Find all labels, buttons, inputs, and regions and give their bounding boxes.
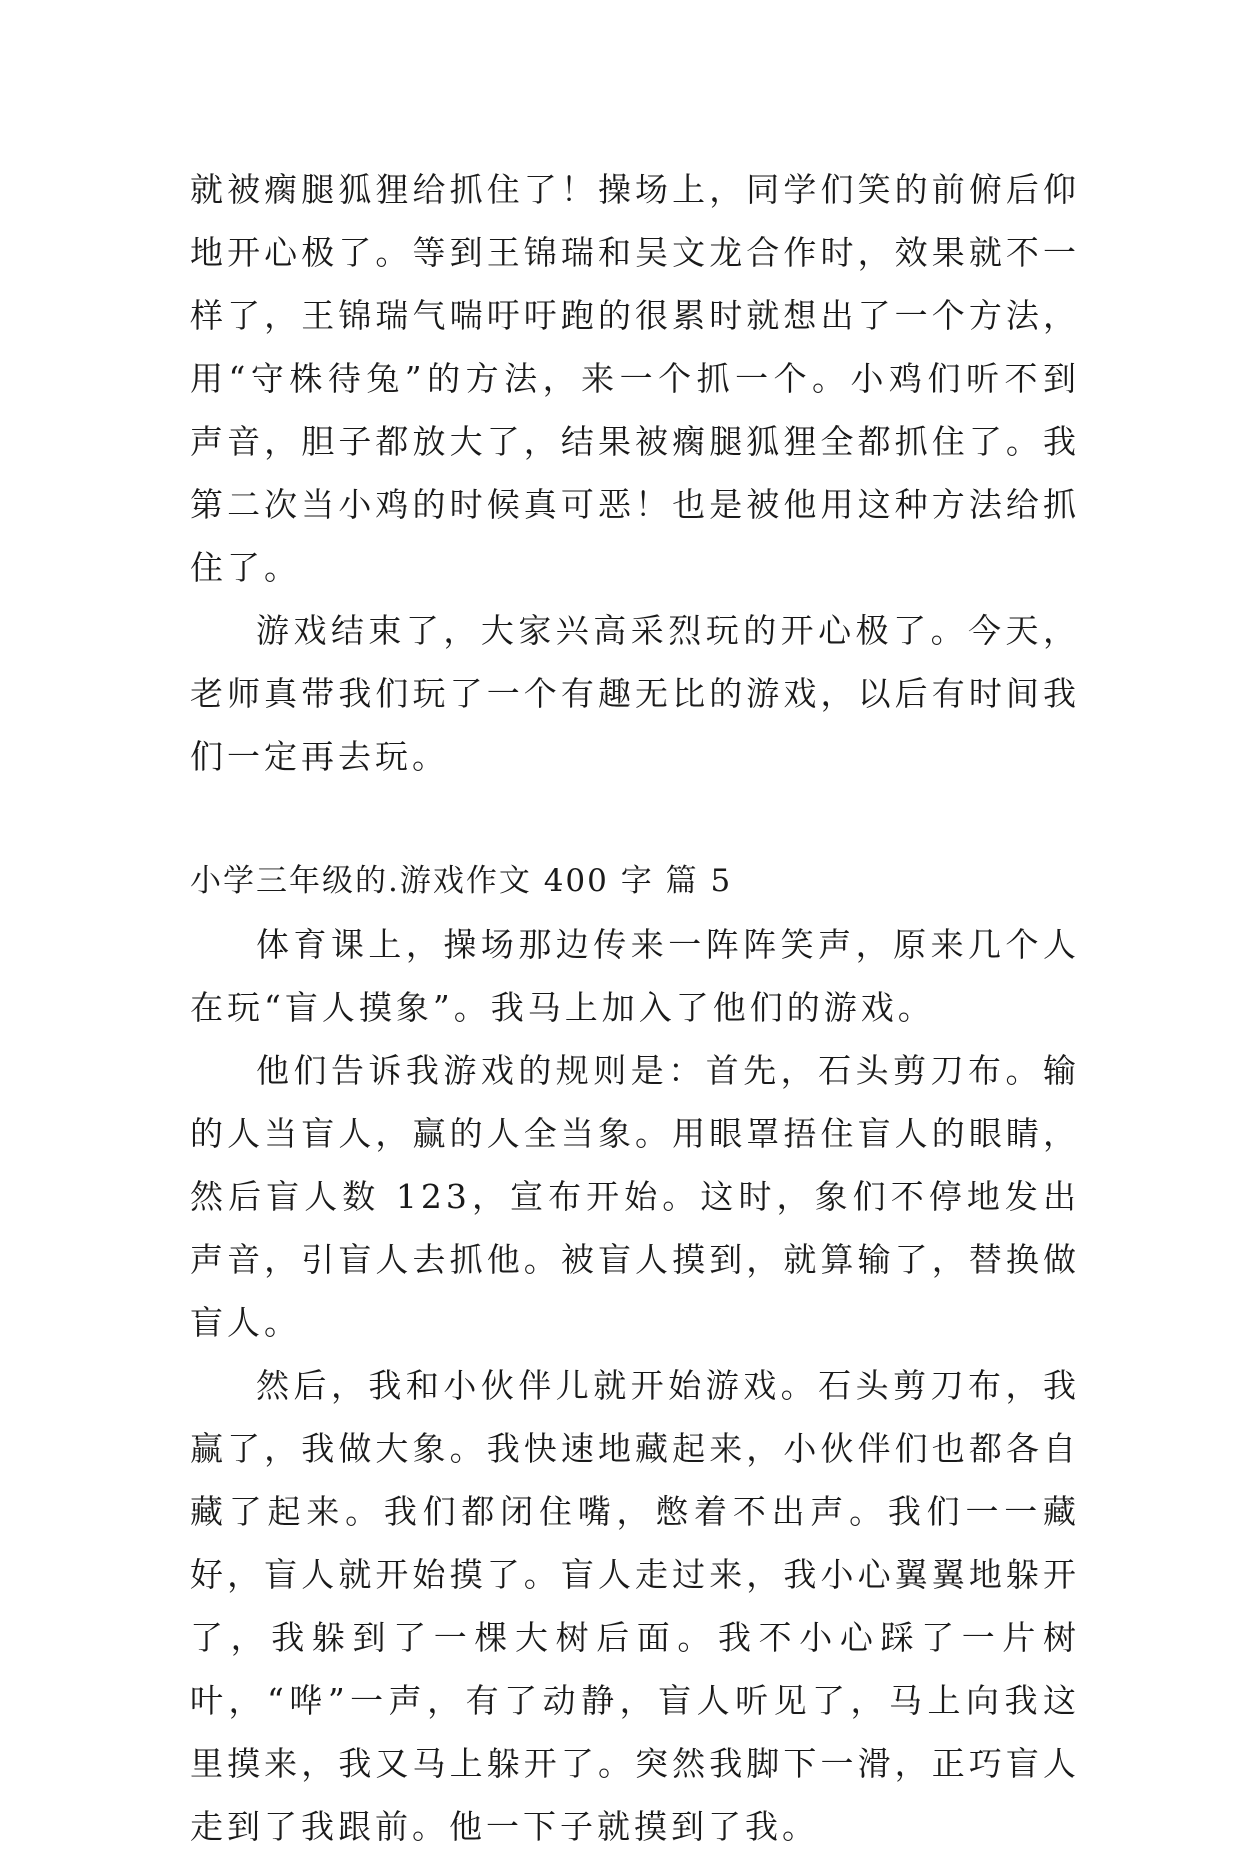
paragraph-continuation: 就被瘸腿狐狸给抓住了！操场上，同学们笑的前俯后仰地开心极了。等到王锦瑞和吴文龙合作时，效果就不一样了，王锦瑞气喘吁吁跑的很累时就想出了一个方法，用“守株待兔”的方法，来一个抓一个。小鸡们听不到声音，胆子都放大了，结果被瘸腿狐狸全都抓住了。我第二次当小鸡的时候真可恶！也是被他用这种方法给抓住了。 <box>190 170 1080 587</box>
document-body <box>190 158 1080 1858</box>
paragraph-game-play: 然后，我和小伙伴儿就开始游戏。石头剪刀布，我赢了，我做大象。我快速地藏起来，小伙伴们也都各自藏了起来。我们都闭住嘴，憋着不出声。我们一一藏好，盲人就开始摸了。盲人走过来，我小心翼翼地躲开了，我躲到了一棵大树后面。我不小心踩了一片树叶，“哗”一声，有了动静，盲人听见了，马上向我这里摸来，我又马上躲开了。突然我脚下一滑，正巧盲人走到了我跟前。他一下子就摸到了我。 <box>190 1366 1080 1846</box>
paragraph-pe-class: 体育课上，操场那边传来一阵阵笑声，原来几个人在玩“盲人摸象”。我马上加入了他们的游戏。 <box>190 925 1080 1027</box>
paragraph-game-rules: 他们告诉我游戏的规则是：首先，石头剪刀布。输的人当盲人，赢的人全当象。用眼罩捂住盲人的眼睛，然后盲人数 123，宣布开始。这时，象们不停地发出声音，引盲人去抓他。被盲人摸到，就算输了，替换做盲人。 <box>190 1051 1080 1342</box>
paragraph-game-ended: 游戏结束了，大家兴高采烈玩的开心极了。今天，老师真带我们玩了一个有趣无比的游戏，以后有时间我们一定再去玩。 <box>190 611 1080 776</box>
section-heading: 小学三年级的.游戏作文 400 字 篇 5 <box>190 863 733 899</box>
